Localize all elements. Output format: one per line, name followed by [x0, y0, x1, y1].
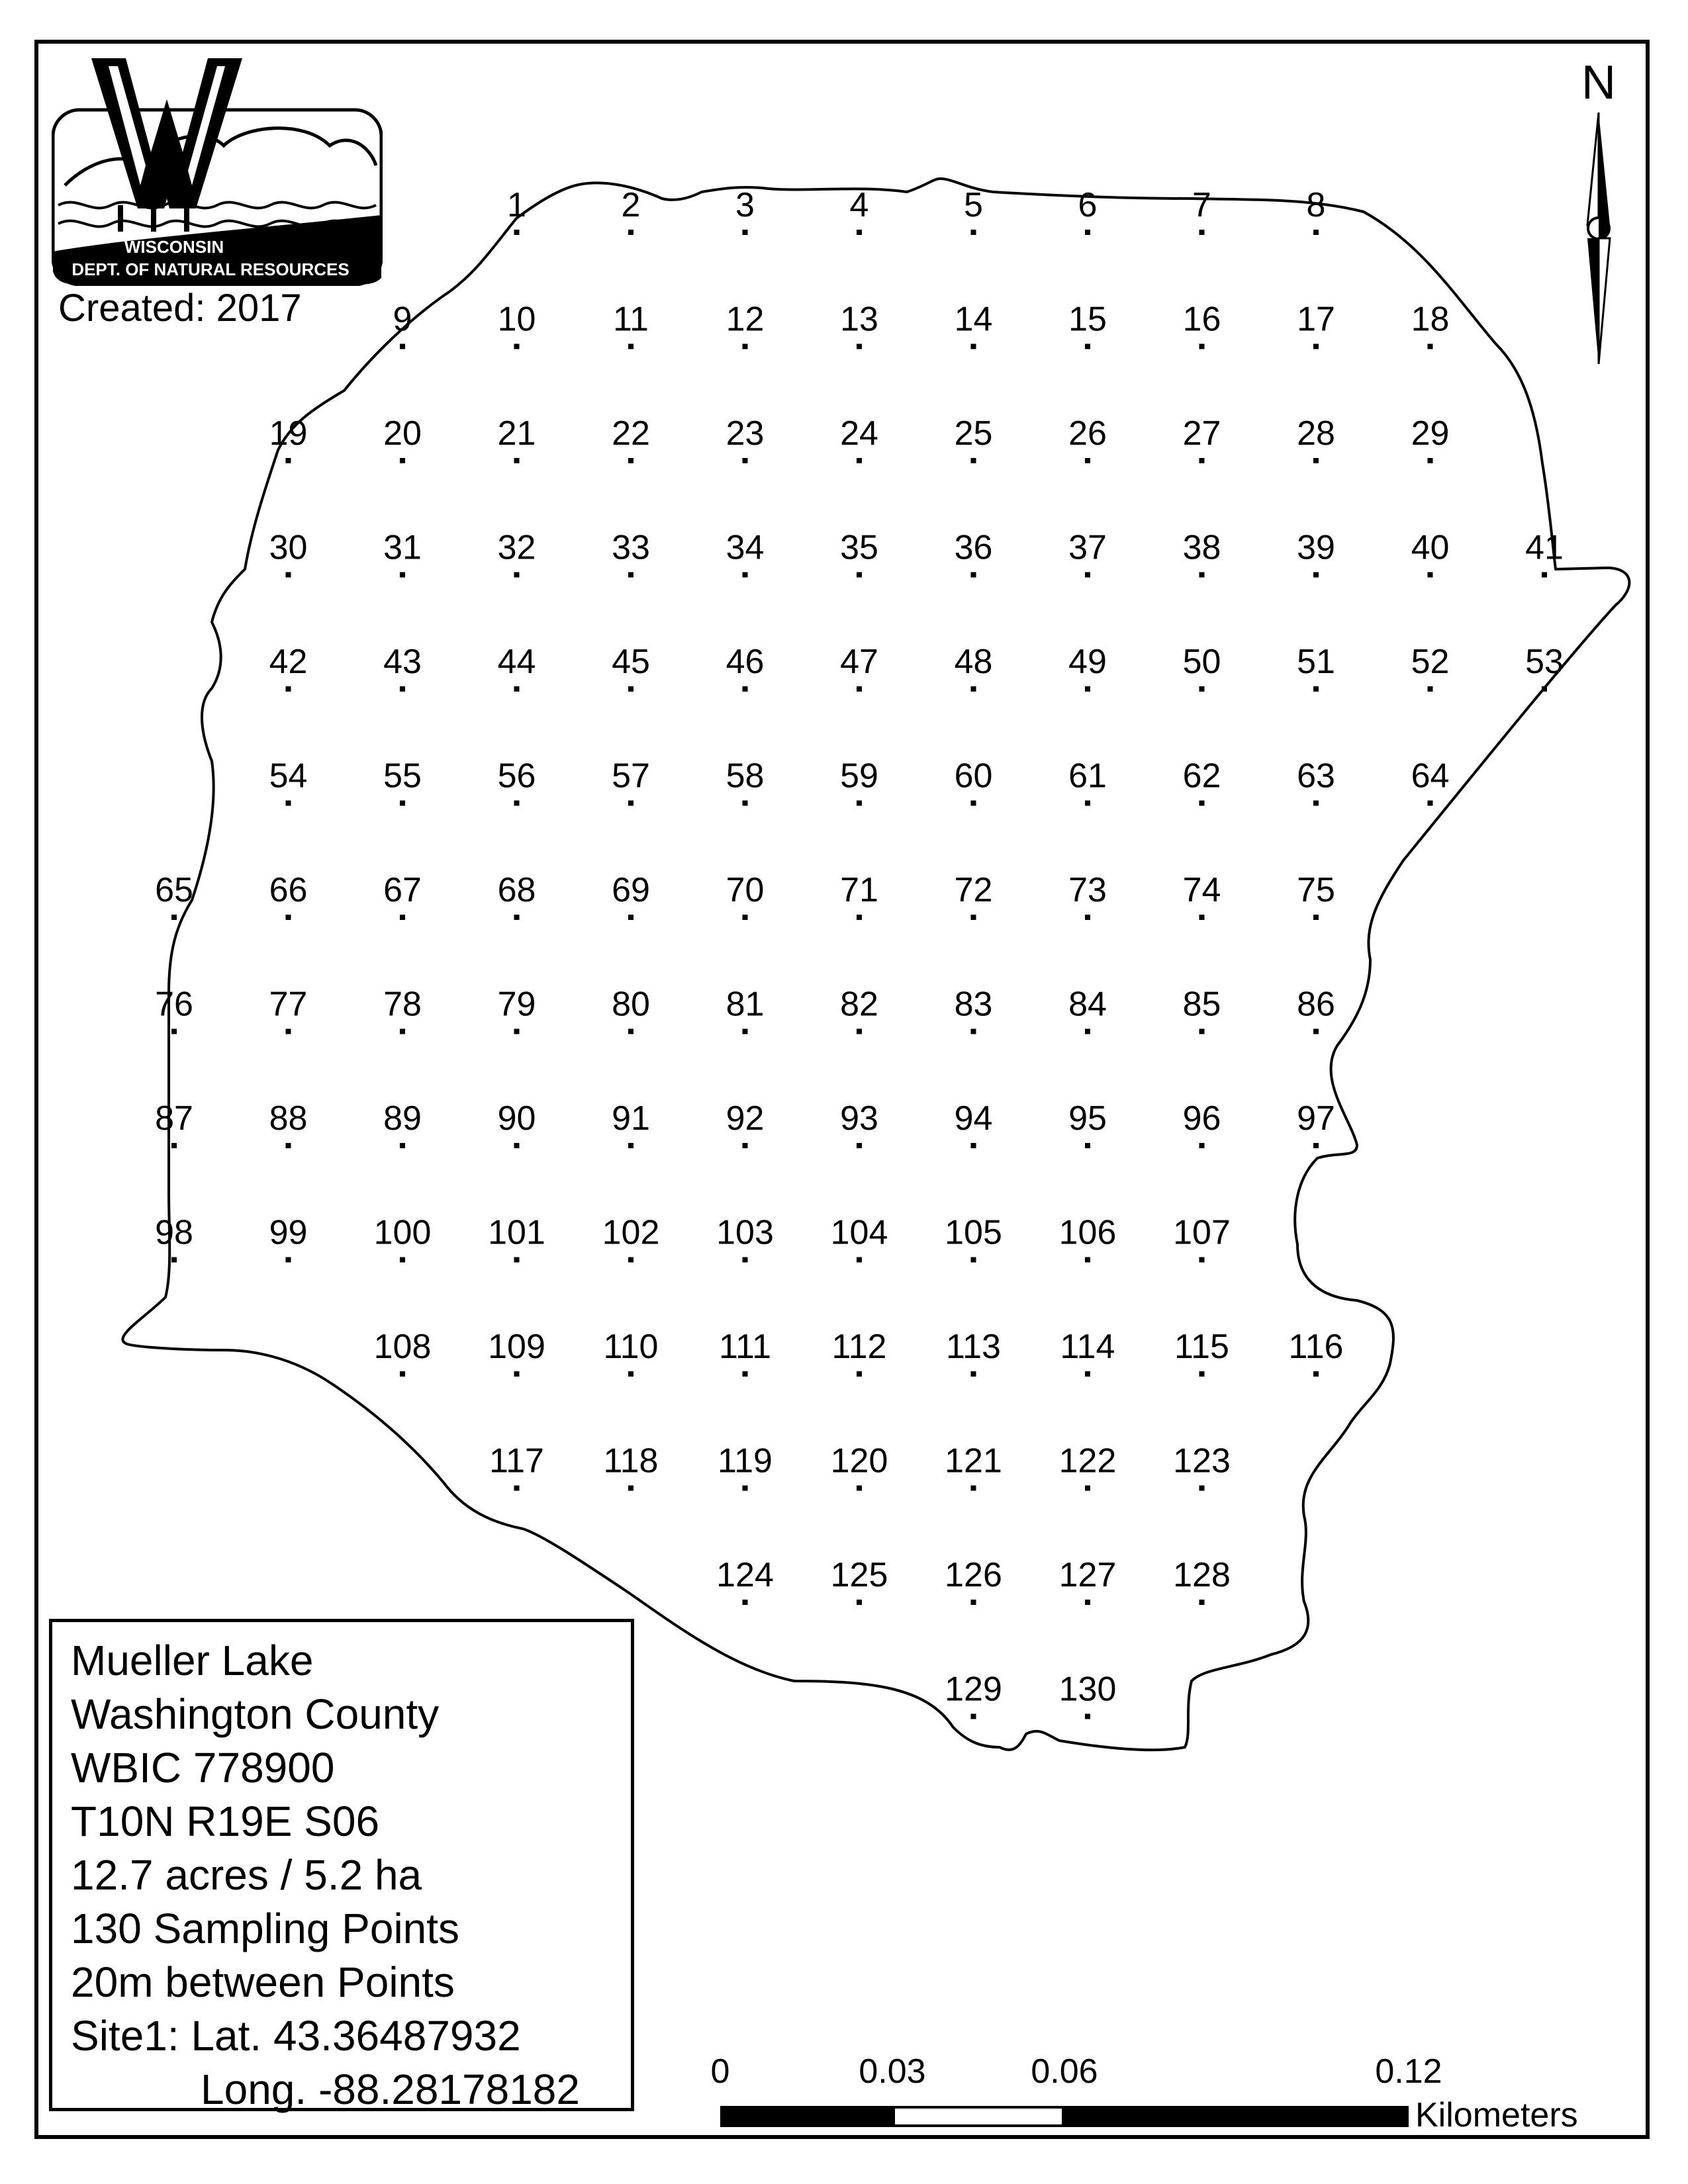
sampling-point-marker	[1313, 1371, 1319, 1377]
sampling-point-label: 87	[155, 1099, 193, 1138]
township-range-section: T10N R19E S06	[71, 1797, 380, 1845]
sampling-point-marker	[1199, 344, 1205, 349]
sampling-point-marker	[1085, 1143, 1090, 1148]
sampling-point-marker	[1199, 572, 1205, 578]
sampling-point-marker	[1313, 1029, 1319, 1034]
sampling-point-marker	[857, 915, 862, 920]
sampling-point-marker	[1085, 1029, 1090, 1034]
sampling-point-marker	[1085, 1486, 1090, 1491]
sampling-point-marker	[400, 801, 405, 806]
sampling-point-marker	[514, 1029, 520, 1034]
sampling-point-label: 45	[612, 643, 650, 681]
logo-line1: WISCONSIN	[124, 237, 224, 257]
scale-segment-3	[1064, 2106, 1409, 2127]
sampling-point-label: 7	[1192, 186, 1211, 224]
sampling-point-marker	[400, 572, 405, 578]
sampling-point-label: 51	[1297, 643, 1335, 681]
scale-label-003: 0.03	[859, 2052, 926, 2091]
sampling-point-marker	[857, 230, 862, 235]
sampling-point-marker	[743, 801, 748, 806]
sampling-point-marker	[1199, 458, 1205, 463]
sampling-point-label: 104	[830, 1213, 888, 1252]
sampling-point-marker	[743, 1371, 748, 1377]
sampling-point-label: 12	[726, 300, 765, 339]
sampling-point-marker	[971, 1600, 976, 1605]
sampling-point-marker	[743, 1257, 748, 1263]
sampling-point-label: 54	[269, 756, 308, 796]
sampling-point-marker	[1199, 1600, 1205, 1605]
sampling-point-label: 62	[1182, 756, 1221, 796]
sampling-point-marker	[857, 344, 862, 349]
sampling-point-marker	[514, 1257, 520, 1263]
sampling-point-label: 114	[1060, 1328, 1115, 1366]
sampling-point-label: 4	[849, 186, 869, 224]
sampling-point-label: 14	[954, 300, 993, 339]
sampling-point-marker	[1199, 1371, 1205, 1377]
wbic-code: WBIC 778900	[71, 1744, 335, 1792]
sampling-point-label: 8	[1306, 186, 1326, 224]
sampling-point-marker	[1085, 801, 1090, 806]
sampling-point-marker	[286, 915, 291, 920]
sampling-point-label: 64	[1411, 756, 1450, 796]
sampling-point-marker	[1199, 1029, 1205, 1034]
sampling-points-layer	[155, 186, 1564, 1719]
scale-label-006: 0.06	[1031, 2052, 1098, 2091]
sampling-point-marker	[1313, 915, 1319, 920]
sampling-point-label: 24	[840, 414, 878, 453]
sampling-point-marker	[971, 572, 976, 578]
sampling-point-label: 76	[155, 985, 193, 1024]
sampling-point-label: 73	[1068, 871, 1107, 909]
sampling-point-label: 81	[726, 985, 765, 1024]
sampling-point-marker	[1199, 230, 1205, 235]
sampling-point-label: 115	[1174, 1328, 1229, 1366]
sampling-point-label: 80	[612, 985, 650, 1024]
sampling-point-label: 58	[726, 756, 765, 796]
sampling-point-label: 129	[945, 1670, 1002, 1709]
sampling-point-marker	[971, 915, 976, 920]
sampling-point-marker	[1313, 458, 1319, 463]
sampling-point-marker	[1085, 1600, 1090, 1605]
sampling-point-marker	[171, 1029, 177, 1034]
sampling-point-marker	[743, 915, 748, 920]
north-label: N	[1581, 56, 1616, 109]
sampling-point-marker	[400, 1371, 405, 1377]
lake-area: 12.7 acres / 5.2 ha	[71, 1851, 422, 1899]
sampling-point-marker	[971, 458, 976, 463]
sampling-point-marker	[400, 458, 405, 463]
sampling-point-label: 95	[1068, 1099, 1107, 1138]
sampling-point-label: 17	[1297, 300, 1335, 339]
sampling-point-marker	[1542, 686, 1547, 692]
sampling-point-label: 5	[964, 186, 983, 224]
sampling-point-label: 32	[497, 528, 536, 567]
sampling-point-label: 106	[1058, 1213, 1117, 1252]
sampling-point-marker	[743, 686, 748, 692]
sampling-point-label: 117	[489, 1441, 544, 1480]
sampling-point-marker	[971, 801, 976, 806]
sampling-point-label: 23	[726, 414, 765, 453]
sampling-point-label: 40	[1411, 528, 1450, 567]
sampling-point-label: 105	[945, 1213, 1002, 1252]
sampling-point-label: 2	[621, 186, 641, 224]
sampling-point-marker	[1085, 458, 1090, 463]
sampling-point-marker	[171, 1143, 177, 1148]
sampling-point-label: 109	[488, 1328, 545, 1366]
sampling-point-label: 3	[735, 186, 755, 224]
sampling-point-label: 44	[497, 643, 536, 681]
sampling-point-marker	[971, 230, 976, 235]
sampling-point-marker	[857, 1486, 862, 1491]
sampling-point-label: 42	[269, 643, 308, 681]
sampling-point-marker	[514, 1486, 520, 1491]
sampling-point-marker	[628, 686, 633, 692]
sampling-point-label: 28	[1297, 414, 1335, 453]
logo-line2: DEPT. OF NATURAL RESOURCES	[71, 259, 350, 279]
sampling-point-label: 25	[954, 414, 993, 453]
sampling-point-label: 31	[383, 528, 422, 567]
scale-segment-2	[892, 2106, 1064, 2127]
sampling-point-marker	[286, 1257, 291, 1263]
sampling-point-label: 69	[612, 871, 650, 909]
sampling-point-label: 10	[497, 300, 536, 339]
sampling-point-label: 33	[612, 528, 650, 567]
sampling-point-label: 84	[1068, 985, 1107, 1024]
sampling-point-label: 103	[716, 1213, 774, 1252]
sampling-point-label: 49	[1068, 643, 1107, 681]
sampling-point-label: 124	[716, 1556, 774, 1594]
sampling-point-label: 68	[497, 871, 536, 909]
sampling-point-marker	[628, 1371, 633, 1377]
sampling-point-label: 125	[830, 1556, 888, 1594]
sampling-point-marker	[743, 1600, 748, 1605]
sampling-point-marker	[1428, 572, 1433, 578]
sampling-point-marker	[1313, 1143, 1319, 1148]
sampling-point-label: 67	[383, 871, 422, 909]
sampling-point-marker	[1085, 344, 1090, 349]
sampling-point-marker	[971, 1143, 976, 1148]
sampling-point-marker	[514, 230, 520, 235]
sampling-point-label: 16	[1182, 300, 1221, 339]
sampling-point-marker	[628, 344, 633, 349]
sampling-point-label: 107	[1173, 1213, 1231, 1252]
sampling-point-label: 43	[383, 643, 422, 681]
sampling-point-marker	[1199, 686, 1205, 692]
sampling-point-marker	[400, 1029, 405, 1034]
wdnr-logo	[52, 53, 383, 286]
sampling-point-label: 122	[1058, 1441, 1117, 1480]
sampling-point-marker	[857, 572, 862, 578]
sampling-point-marker	[971, 686, 976, 692]
sampling-point-marker	[1542, 572, 1547, 578]
sampling-point-label: 83	[954, 985, 993, 1024]
sampling-point-marker	[971, 1257, 976, 1263]
sampling-point-marker	[1199, 915, 1205, 920]
sampling-point-marker	[514, 572, 520, 578]
sampling-point-label: 57	[612, 756, 650, 796]
sampling-point-marker	[1199, 1486, 1205, 1491]
wdnr-logo-graphic	[52, 53, 383, 286]
sampling-point-label: 30	[269, 528, 308, 567]
sampling-point-label: 108	[373, 1328, 432, 1366]
sampling-point-label: 13	[840, 300, 878, 339]
sampling-point-marker	[514, 686, 520, 692]
sampling-point-marker	[1428, 458, 1433, 463]
sampling-point-marker	[1199, 801, 1205, 806]
scale-units: Kilometers	[1415, 2096, 1578, 2134]
sampling-point-label: 91	[612, 1099, 650, 1138]
sampling-point-label: 77	[269, 985, 308, 1024]
sampling-point-marker	[743, 1143, 748, 1148]
sampling-point-label: 112	[831, 1328, 887, 1366]
sampling-point-label: 59	[840, 756, 878, 796]
sampling-point-label: 52	[1411, 643, 1450, 681]
sampling-point-marker	[1428, 801, 1433, 806]
sampling-point-marker	[1428, 686, 1433, 692]
sampling-point-label: 130	[1058, 1670, 1117, 1709]
sampling-point-marker	[971, 1371, 976, 1377]
sampling-point-marker	[743, 1029, 748, 1034]
map-info-box	[49, 1619, 634, 2111]
sampling-point-label: 15	[1068, 300, 1107, 339]
sampling-point-label: 89	[383, 1099, 422, 1138]
sampling-point-label: 65	[155, 871, 193, 909]
sampling-point-marker	[1199, 1257, 1205, 1263]
sampling-point-marker	[743, 458, 748, 463]
sampling-point-marker	[1428, 344, 1433, 349]
sampling-point-label: 126	[945, 1556, 1002, 1594]
north-arrow-icon	[1575, 113, 1622, 364]
created-date: Created: 2017	[58, 287, 302, 330]
sampling-point-marker	[628, 1486, 633, 1491]
sampling-point-label: 102	[602, 1213, 660, 1252]
sampling-point-marker	[171, 1257, 177, 1263]
sampling-point-marker	[971, 1714, 976, 1719]
sampling-point-label: 121	[945, 1441, 1002, 1480]
sampling-point-marker	[400, 686, 405, 692]
county-name: Washington County	[71, 1690, 440, 1738]
sampling-point-marker	[1085, 572, 1090, 578]
sampling-point-label: 79	[497, 985, 536, 1024]
sampling-point-label: 111	[718, 1328, 772, 1366]
sampling-point-marker	[628, 1143, 633, 1148]
site-latitude: Site1: Lat. 43.36487932	[71, 2012, 521, 2060]
sampling-point-marker	[1313, 572, 1319, 578]
sampling-point-label: 100	[373, 1213, 432, 1252]
sampling-point-label: 9	[393, 300, 412, 339]
sampling-point-label: 110	[603, 1328, 659, 1366]
sampling-point-label: 38	[1182, 528, 1221, 567]
sampling-point-label: 92	[726, 1099, 765, 1138]
sampling-point-marker	[514, 344, 520, 349]
sampling-point-marker	[171, 915, 177, 920]
sampling-point-marker	[857, 1600, 862, 1605]
sampling-point-label: 66	[269, 871, 308, 909]
sampling-point-marker	[857, 1029, 862, 1034]
sampling-point-label: 36	[954, 528, 993, 567]
scale-label-0: 0	[710, 2052, 730, 2091]
sampling-point-marker	[857, 801, 862, 806]
scale-label-012: 0.12	[1375, 2052, 1442, 2091]
sampling-point-marker	[628, 230, 633, 235]
sampling-point-label: 93	[840, 1099, 878, 1138]
sampling-point-label: 63	[1297, 756, 1335, 796]
sampling-point-label: 29	[1411, 414, 1450, 453]
sampling-point-marker	[1085, 1257, 1090, 1263]
sampling-point-marker	[857, 686, 862, 692]
sampling-point-label: 98	[155, 1213, 193, 1252]
sampling-point-marker	[971, 1486, 976, 1491]
sampling-point-label: 1	[507, 186, 526, 224]
sampling-point-marker	[514, 1143, 520, 1148]
sampling-point-label: 75	[1297, 871, 1335, 909]
sampling-point-marker	[1085, 686, 1090, 692]
sampling-point-label: 56	[497, 756, 536, 796]
sampling-point-marker	[857, 1257, 862, 1263]
sampling-point-label: 18	[1411, 300, 1450, 339]
sampling-point-marker	[971, 1029, 976, 1034]
sampling-point-marker	[1313, 686, 1319, 692]
sampling-point-marker	[1199, 1143, 1205, 1148]
sampling-point-label: 46	[726, 643, 765, 681]
sampling-point-marker	[514, 801, 520, 806]
sampling-point-label: 86	[1297, 985, 1335, 1024]
sampling-point-count: 130 Sampling Points	[71, 1905, 460, 1952]
sampling-point-marker	[286, 1143, 291, 1148]
sampling-point-label: 101	[488, 1213, 545, 1252]
scale-bar	[708, 2052, 1635, 2138]
sampling-point-marker	[514, 458, 520, 463]
sampling-point-marker	[514, 915, 520, 920]
sampling-point-label: 78	[383, 985, 422, 1024]
site-longitude: Long. -88.28178182	[201, 2066, 580, 2113]
sampling-point-label: 82	[840, 985, 878, 1024]
sampling-point-label: 128	[1173, 1556, 1231, 1594]
point-spacing: 20m between Points	[71, 1958, 455, 2006]
sampling-point-marker	[1085, 1714, 1090, 1719]
sampling-point-label: 55	[383, 756, 422, 796]
sampling-point-marker	[400, 915, 405, 920]
sampling-point-label: 53	[1525, 643, 1564, 681]
sampling-point-label: 90	[497, 1099, 536, 1138]
sampling-point-label: 94	[954, 1099, 993, 1138]
sampling-point-label: 39	[1297, 528, 1335, 567]
sampling-point-marker	[628, 572, 633, 578]
sampling-point-label: 50	[1182, 643, 1221, 681]
sampling-point-marker	[743, 344, 748, 349]
sampling-point-label: 47	[840, 643, 878, 681]
sampling-point-label: 119	[718, 1441, 773, 1480]
sampling-point-marker	[628, 915, 633, 920]
sampling-point-label: 41	[1525, 528, 1564, 567]
sampling-point-label: 19	[269, 414, 308, 453]
sampling-point-marker	[514, 1371, 520, 1377]
sampling-point-label: 11	[613, 300, 649, 339]
sampling-point-marker	[743, 230, 748, 235]
sampling-point-label: 37	[1068, 528, 1107, 567]
sampling-point-label: 22	[612, 414, 650, 453]
sampling-point-marker	[743, 572, 748, 578]
sampling-point-label: 88	[269, 1099, 308, 1138]
sampling-point-label: 99	[269, 1213, 308, 1252]
sampling-point-marker	[743, 1486, 748, 1491]
sampling-point-marker	[1085, 915, 1090, 920]
sampling-point-label: 27	[1182, 414, 1221, 453]
sampling-point-label: 21	[497, 414, 536, 453]
sampling-point-label: 20	[383, 414, 422, 453]
sampling-point-marker	[286, 458, 291, 463]
sampling-point-marker	[1313, 344, 1319, 349]
sampling-point-marker	[1085, 1371, 1090, 1377]
sampling-point-marker	[400, 1143, 405, 1148]
sampling-point-label: 71	[840, 871, 878, 909]
sampling-point-marker	[286, 801, 291, 806]
sampling-point-marker	[1313, 230, 1319, 235]
sampling-point-label: 127	[1058, 1556, 1117, 1594]
sampling-point-label: 72	[954, 871, 993, 909]
sampling-point-marker	[971, 344, 976, 349]
sampling-point-label: 6	[1078, 186, 1098, 224]
lake-name: Mueller Lake	[71, 1637, 314, 1684]
sampling-point-marker	[628, 801, 633, 806]
sampling-point-marker	[286, 686, 291, 692]
sampling-point-marker	[857, 458, 862, 463]
sampling-point-label: 34	[726, 528, 765, 567]
sampling-point-label: 61	[1068, 756, 1107, 796]
sampling-point-label: 26	[1068, 414, 1107, 453]
sampling-point-label: 116	[1288, 1328, 1344, 1366]
sampling-point-label: 118	[603, 1441, 659, 1480]
sampling-point-marker	[400, 1257, 405, 1263]
sampling-point-marker	[286, 1029, 291, 1034]
sampling-point-label: 113	[946, 1328, 1001, 1366]
sampling-point-label: 123	[1173, 1441, 1231, 1480]
scale-segment-1	[720, 2106, 892, 2127]
sampling-point-marker	[628, 1029, 633, 1034]
sampling-point-marker	[286, 572, 291, 578]
sampling-point-marker	[1085, 230, 1090, 235]
sampling-point-marker	[857, 1371, 862, 1377]
sampling-point-label: 120	[830, 1441, 888, 1480]
sampling-point-label: 97	[1297, 1099, 1335, 1138]
sampling-point-label: 74	[1182, 871, 1221, 909]
sampling-point-marker	[1313, 801, 1319, 806]
sampling-point-label: 48	[954, 643, 993, 681]
sampling-point-label: 70	[726, 871, 765, 909]
sampling-point-marker	[857, 1143, 862, 1148]
sampling-point-marker	[628, 458, 633, 463]
sampling-point-label: 60	[954, 756, 993, 796]
sampling-point-label: 85	[1182, 985, 1221, 1024]
sampling-point-marker	[400, 344, 405, 349]
sampling-point-marker	[628, 1257, 633, 1263]
sampling-point-label: 35	[840, 528, 878, 567]
sampling-point-label: 96	[1182, 1099, 1221, 1138]
